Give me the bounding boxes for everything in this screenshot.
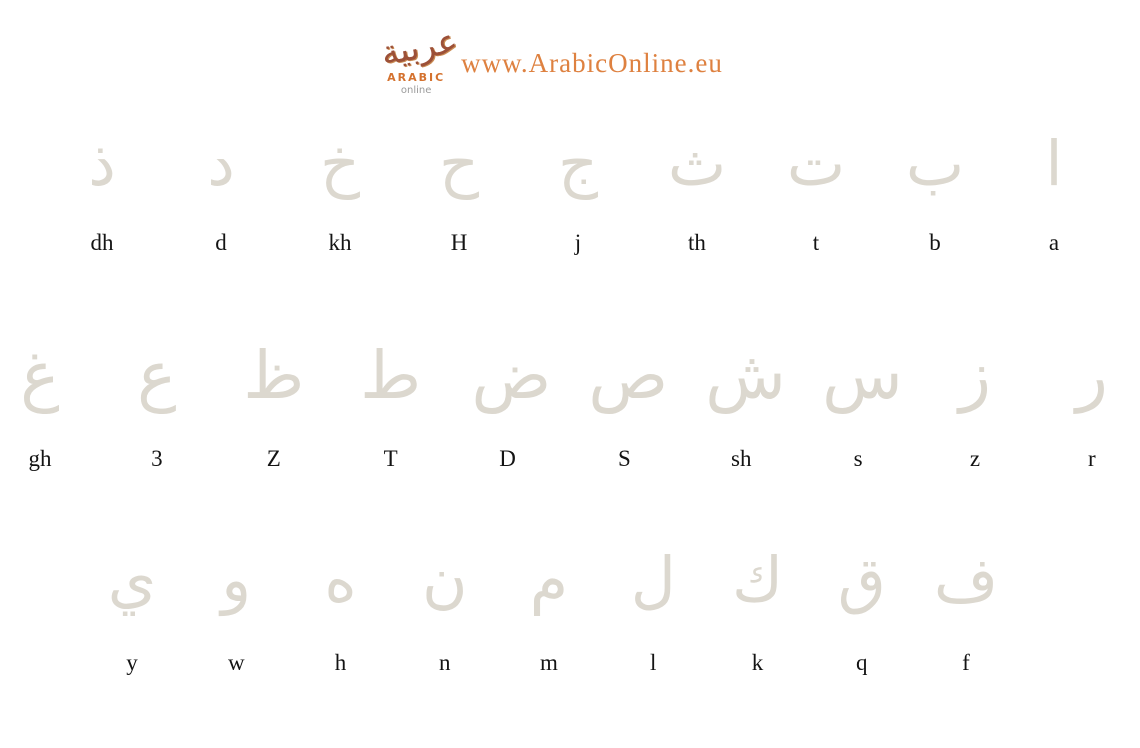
letter-column	[409, 526, 481, 676]
alphabet-row-3	[0, 526, 1140, 676]
letter-column	[1056, 320, 1128, 472]
letter-column	[617, 526, 689, 676]
arabic-letter: ش	[705, 337, 786, 414]
letter-transliteration: H	[450, 230, 468, 255]
letter-column	[355, 320, 427, 472]
arabic-letter: ز	[959, 337, 991, 414]
letter-column	[588, 320, 669, 472]
letter-column	[930, 526, 1002, 676]
arabic-letter: ت	[786, 127, 846, 200]
arabic-online-logo	[378, 21, 461, 96]
letter-transliteration: a	[1048, 230, 1060, 255]
letter-column	[200, 526, 272, 676]
letter-column	[305, 526, 377, 676]
letter-transliteration: w	[227, 650, 245, 675]
arabic-letter: م	[529, 543, 569, 616]
letter-column	[542, 110, 614, 256]
letter-transliteration: S	[617, 446, 631, 471]
letter-column	[705, 320, 786, 472]
site-url: www.ArabicOnline.eu	[461, 48, 723, 78]
letter-column	[121, 320, 193, 472]
logo-sub-text: online	[400, 85, 432, 96]
header	[0, 21, 1122, 96]
letter-column	[471, 320, 552, 472]
letter-transliteration: dh	[90, 230, 114, 255]
arabic-letter: ض	[471, 337, 552, 414]
arabic-letter: ا	[1045, 127, 1063, 200]
letter-transliteration: D	[499, 446, 516, 471]
arabic-letter: غ	[20, 337, 60, 414]
letter-column	[238, 320, 310, 472]
letter-column	[4, 320, 76, 472]
arabic-letter: ح	[438, 127, 480, 200]
alphabet-row-2	[0, 320, 1140, 472]
arabic-letter: ف	[933, 543, 999, 616]
letter-transliteration: h	[334, 650, 347, 675]
letter-column	[66, 110, 138, 256]
letter-column	[1018, 110, 1090, 256]
arabic-letter: ه	[324, 543, 357, 616]
letter-column	[661, 110, 733, 256]
letter-column	[899, 110, 971, 256]
letter-transliteration: k	[751, 650, 764, 675]
arabic-letter: س	[822, 337, 903, 414]
letter-transliteration: 3	[151, 446, 163, 471]
letter-column	[423, 110, 495, 256]
letter-transliteration: th	[688, 230, 706, 255]
letter-transliteration: f	[962, 650, 970, 675]
arabic-letter: ص	[588, 337, 669, 414]
letter-column	[304, 110, 376, 256]
arabic-letter: ج	[557, 127, 599, 200]
letter-column	[513, 526, 585, 676]
arabic-letter: و	[221, 543, 252, 616]
letter-transliteration: r	[1088, 446, 1096, 471]
letter-transliteration: t	[812, 230, 820, 255]
arabic-letter: د	[207, 127, 235, 200]
letter-column	[780, 110, 852, 256]
letter-transliteration: sh	[731, 446, 752, 471]
arabic-letter: ع	[137, 337, 177, 414]
letter-transliteration: m	[540, 650, 558, 675]
letter-column	[822, 320, 903, 472]
arabic-letter: ن	[421, 543, 468, 616]
letter-transliteration: b	[929, 230, 941, 255]
letter-transliteration: z	[969, 446, 981, 471]
letter-transliteration: l	[650, 650, 657, 675]
letter-column	[722, 526, 794, 676]
arabic-letter: ي	[107, 543, 157, 616]
letter-transliteration: kh	[328, 230, 352, 255]
calligraphy-logo-icon: عربية	[378, 21, 461, 74]
letter-transliteration: q	[856, 650, 868, 675]
letter-transliteration: s	[853, 446, 863, 471]
arabic-letter: خ	[319, 127, 361, 200]
letter-column	[185, 110, 257, 256]
letter-transliteration: n	[439, 650, 451, 675]
letter-column	[96, 526, 168, 676]
letter-transliteration: j	[574, 230, 582, 255]
arabic-letter: ط	[360, 337, 422, 414]
letter-transliteration: d	[215, 230, 227, 255]
arabic-letter: ظ	[243, 337, 305, 414]
arabic-letter: ر	[1075, 337, 1108, 414]
arabic-letter: ل	[630, 543, 676, 616]
alphabet-row-1	[0, 110, 1140, 256]
arabic-letter: ذ	[88, 127, 116, 200]
letter-transliteration: y	[126, 650, 138, 675]
letter-column	[826, 526, 898, 676]
letter-transliteration: T	[383, 446, 398, 471]
letter-transliteration: Z	[266, 446, 281, 471]
logo-brand-text: ARABIC	[387, 71, 446, 84]
arabic-letter: ق	[837, 543, 886, 616]
arabic-letter: ث	[667, 127, 727, 200]
letter-column	[939, 320, 1011, 472]
arabic-letter: ك	[731, 543, 784, 616]
letter-transliteration: gh	[28, 446, 52, 471]
arabic-letter: ب	[905, 127, 965, 200]
